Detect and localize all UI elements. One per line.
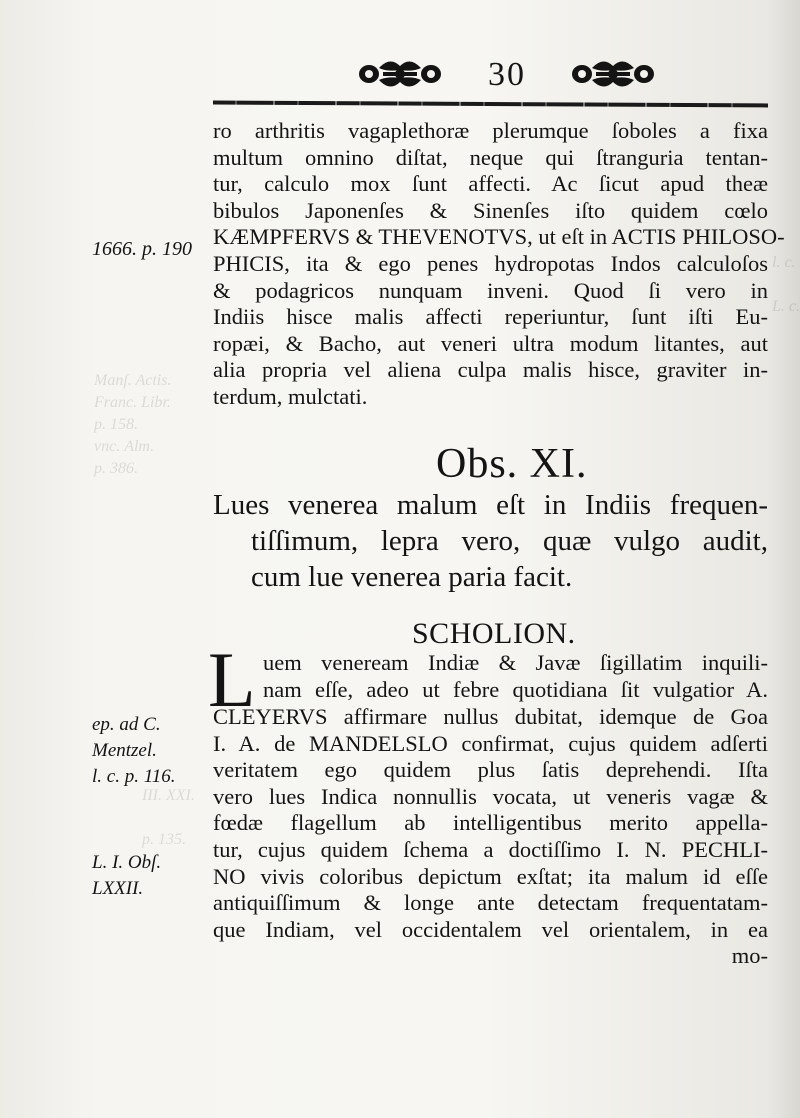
marginal-line: ep. ad C. — [92, 714, 161, 735]
text-line: vero lues Indica nonnullis vocata, ut veneris vagæ & — [213, 783, 768, 809]
text-line: antiquiſſimum & longe ante detectam frequentatam- — [213, 890, 768, 916]
page-number: 30 — [488, 56, 526, 93]
text-line: PHICIS, ita & ego penes hydropotas Indos calculoſos — [213, 250, 768, 276]
text-line: I. A. de MANDELSLO confirmat, cujus quidem adſerti — [213, 730, 768, 756]
marginal-line: LXXII. — [92, 878, 144, 899]
marginal-note-1: 1666. p. 190 — [92, 238, 192, 260]
text-line: tur, cujus quidem ſchema a doctiſſimo I. N. PECHLI- — [213, 836, 768, 862]
text-line: & podagricos nunquam inveni. Quod ſi vero in — [213, 277, 768, 303]
text-line: tur, calculo mox ſunt affecti. Ac ſicut apud theæ — [213, 171, 768, 197]
text-line: ro arthritis vagaplethoræ plerumque ſoboles a fixa — [213, 118, 768, 143]
paragraph-1 — [213, 118, 785, 411]
observation-heading: Obs. XI. — [436, 441, 588, 487]
text-line: CLEYERVS affirmare nullus dubitat, idemque de Goa — [213, 704, 768, 729]
observation-line: cum lue venerea paria facit. — [251, 561, 573, 593]
scholion-heading: SCHOLION. — [412, 617, 576, 650]
text-line: veritatem ego quidem plus ſatis deprehendi. Iſta — [213, 757, 768, 783]
marginal-line: l. c. p. 116. — [92, 766, 176, 787]
show-through-left-lower: III. XXI. p. 135. — [142, 787, 195, 848]
observation-line: tiſſimum, lepra vero, quæ vulgo audit, — [251, 525, 768, 557]
text-line: terdum, mulctati. — [213, 383, 368, 409]
running-header — [0, 52, 800, 102]
text-line: bibulos Japonenſes & Sinenſes iſto quidem cœlo — [213, 197, 768, 223]
marginal-note-3 — [92, 850, 204, 902]
text-line: uem veneream Indiæ & Javæ ſigillatim inquili- — [263, 650, 768, 675]
catchword: mo- — [731, 943, 768, 969]
text-line: alia propria vel aliena culpa malis hisce, graviter in- — [213, 357, 768, 383]
observation-line: Lues venerea malum eſt in Indiis frequen- — [213, 489, 768, 521]
text-line: ropæi, & Bacho, aut veneri ultra modum litantes, aut — [213, 330, 768, 356]
marginal-line: L. I. Obſ. — [92, 852, 162, 873]
text-line: Indiis hisce malis affecti reperiuntur, ſunt iſti Eu- — [213, 304, 768, 330]
show-through-right: l. c. L. c. — [772, 254, 800, 315]
text-line: que Indiam, vel occidentalem vel orientalem, in ea — [213, 916, 768, 942]
text-line: nam eſſe, adeo ut febre quotidiana ſit vulgatior A. — [263, 676, 768, 702]
observation-text — [213, 487, 768, 595]
scholion-opening — [213, 650, 768, 703]
scholion-body — [213, 704, 768, 970]
text-line: KÆMPFERVS & THEVENOTVS, ut eſt in ACTIS PHILOSO- — [213, 224, 785, 250]
floral-ornament-left-icon — [355, 54, 445, 94]
text-line: multum omnino diſtat, neque qui ſtranguria tentan- — [213, 144, 768, 170]
drop-cap: L — [208, 636, 256, 723]
text-line: fœdæ flagellum ab intelligentibus merito appella- — [213, 810, 768, 836]
floral-ornament-right-icon — [568, 54, 658, 94]
marginal-line: Mentzel. — [92, 740, 157, 761]
marginal-note-2 — [92, 712, 204, 790]
text-line: NO vivis coloribus depictum exſtat; ita malum id eſſe — [213, 863, 768, 889]
show-through-left: Manſ. Actis. Franc. Libr. p. 158. vnc. Alm. p. 386. — [94, 372, 172, 477]
